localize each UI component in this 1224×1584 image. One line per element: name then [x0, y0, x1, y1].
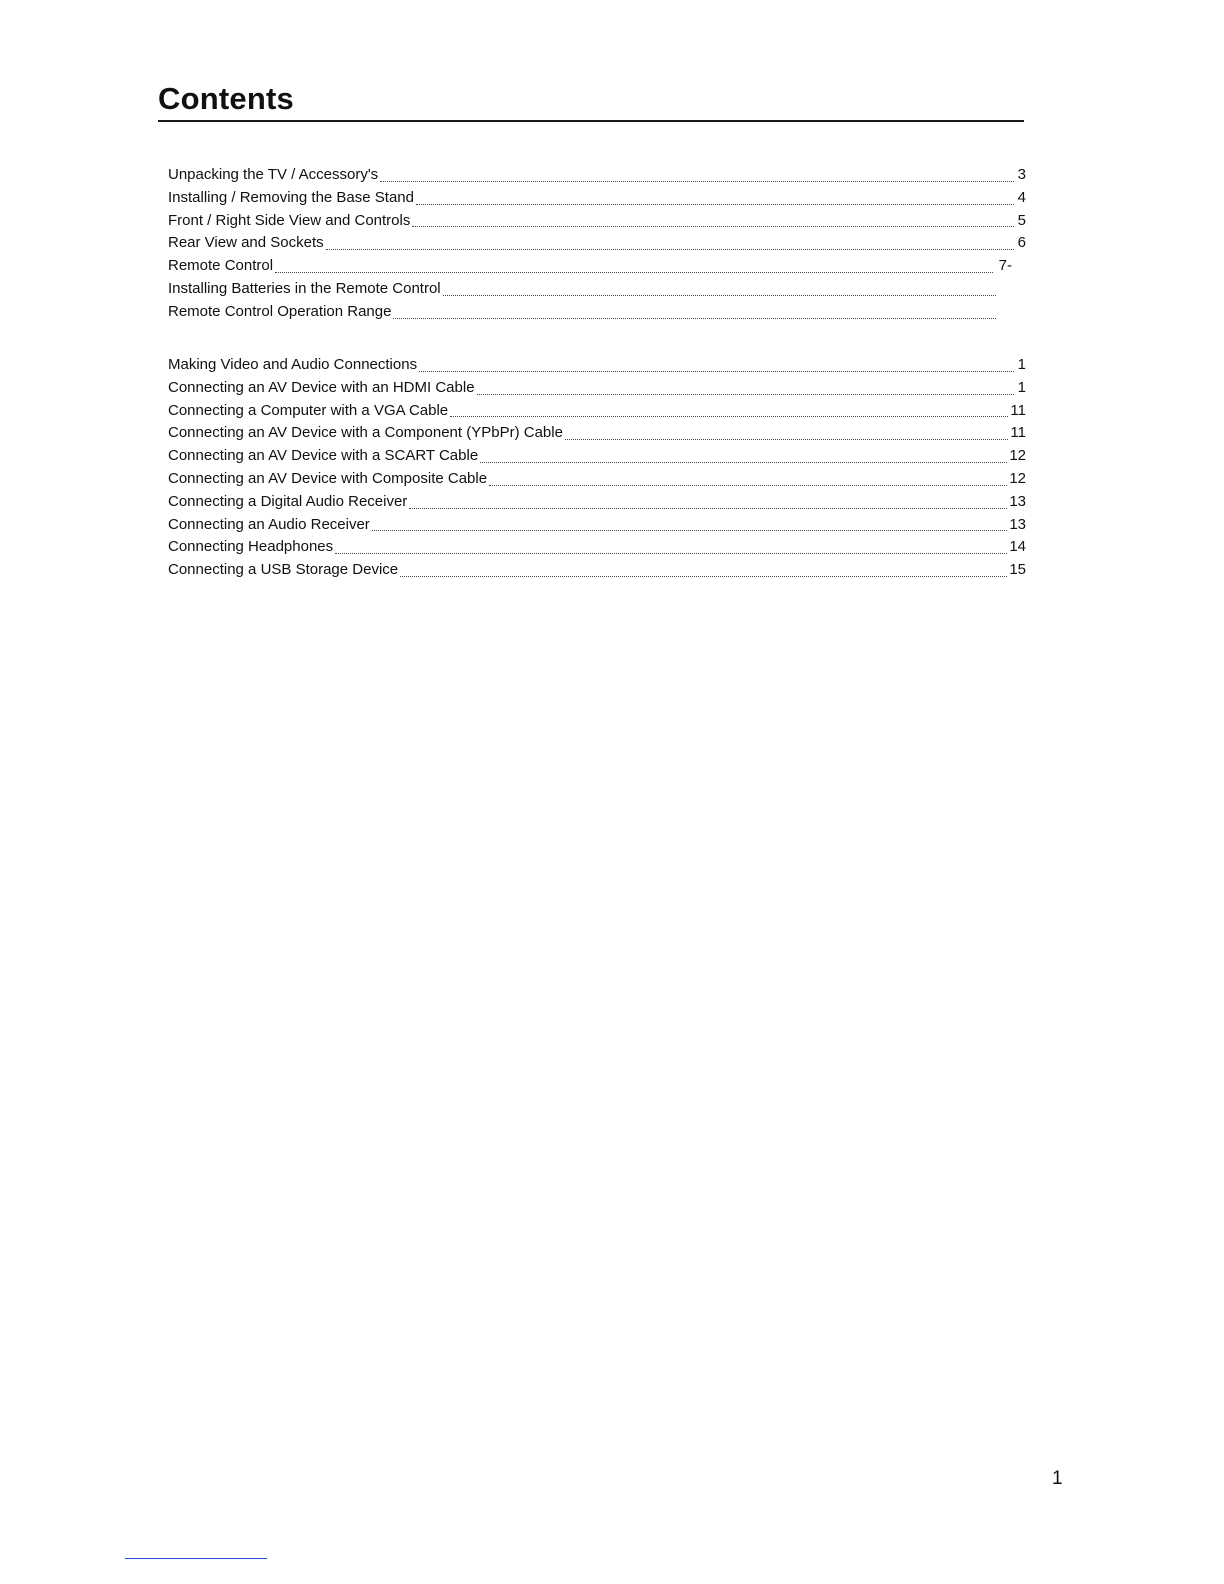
toc-entry-label: Installing Batteries in the Remote Control — [168, 279, 441, 297]
dot-leader — [393, 304, 996, 319]
toc-entry[interactable] — [168, 422, 1026, 445]
toc-entry[interactable] — [168, 445, 1026, 468]
toc-entry-label: Making Video and Audio Connections — [168, 356, 418, 373]
dot-leader — [275, 258, 993, 273]
toc-entry-label: Connecting a Computer with a VGA Cable — [168, 401, 449, 419]
toc-entry-page: 11 — [1010, 401, 1026, 419]
toc-section-connections — [168, 354, 1026, 582]
dot-leader — [326, 235, 1014, 250]
toc-entry-label: Remote Control Operation Range — [168, 302, 392, 320]
dot-leader — [412, 212, 1014, 227]
toc-entry-page: 1 — [1017, 378, 1026, 396]
toc-entry-page: 3 — [1017, 166, 1026, 183]
toc-entry-page: 4 — [1017, 188, 1026, 206]
toc-entry-label: Front / Right Side View and Controls — [168, 211, 411, 229]
toc-entry-label: Connecting an AV Device with a SCART Cable — [168, 447, 479, 465]
dot-leader — [400, 562, 1007, 577]
toc-entry-page: 1 — [1017, 356, 1026, 373]
toc-entry-page: 14 — [1009, 538, 1026, 556]
toc-entry-page: 6 — [1017, 234, 1026, 252]
toc-entry-page: 13 — [1009, 515, 1026, 533]
toc-entry-label: Connecting an AV Device with an HDMI Cable — [168, 378, 475, 396]
toc-entry-label: Connecting an AV Device with a Component (YPbPr) Cable — [168, 424, 563, 442]
toc-entry[interactable] — [168, 559, 1026, 582]
toc-entry[interactable] — [168, 255, 1012, 278]
toc-entry-label: Installing / Removing the Base Stand — [168, 188, 414, 206]
dot-leader — [380, 167, 1014, 182]
toc-entry-label: Remote Control — [168, 257, 274, 275]
page-title: Contents — [158, 81, 294, 116]
footer-link-underline — [125, 1558, 267, 1559]
toc-entry[interactable] — [168, 400, 1026, 423]
toc-entry[interactable] — [168, 468, 1026, 491]
dot-leader — [565, 425, 1008, 440]
dot-leader — [419, 357, 1014, 372]
toc-section-setup — [168, 164, 1026, 324]
toc-entry[interactable] — [168, 301, 1012, 324]
toc-entry[interactable] — [168, 164, 1026, 187]
toc-entry[interactable] — [168, 354, 1026, 377]
dot-leader — [477, 380, 1014, 395]
toc-entry-page: 5 — [1017, 211, 1026, 229]
toc-entry-label: Connecting a Digital Audio Receiver — [168, 492, 408, 510]
dot-leader — [450, 402, 1008, 417]
toc-entry-page: 12 — [1009, 469, 1026, 487]
toc-entry[interactable] — [168, 377, 1026, 400]
toc-entry[interactable] — [168, 232, 1026, 255]
toc-entry[interactable] — [168, 278, 1012, 301]
toc-entry-page: 11 — [1010, 424, 1026, 442]
toc-entry-label: Unpacking the TV / Accessory's — [168, 166, 379, 183]
dot-leader — [480, 448, 1007, 463]
toc-entry-page: 15 — [1009, 561, 1026, 579]
toc-entry-label: Connecting an Audio Receiver — [168, 515, 370, 533]
toc-entry[interactable] — [168, 187, 1026, 210]
toc-entry[interactable] — [168, 491, 1026, 514]
dot-leader — [372, 516, 1008, 531]
toc-entry[interactable] — [168, 514, 1026, 537]
dot-leader — [335, 539, 1007, 554]
dot-leader — [489, 471, 1007, 486]
toc-entry-label: Rear View and Sockets — [168, 234, 324, 252]
toc-entry-label: Connecting an AV Device with Composite Cable — [168, 469, 488, 487]
toc-entry-page: 7- — [998, 257, 1012, 275]
toc-entry-page: 12 — [1009, 447, 1026, 465]
toc-entry-label: Connecting Headphones — [168, 538, 334, 556]
toc-entry[interactable] — [168, 210, 1026, 233]
dot-leader — [443, 281, 996, 296]
page-number: 1 — [1052, 1468, 1063, 1489]
dot-leader — [409, 494, 1007, 509]
dot-leader — [416, 190, 1014, 205]
title-underline — [158, 120, 1024, 122]
toc-entry-page: 13 — [1009, 492, 1026, 510]
toc-entry[interactable] — [168, 536, 1026, 559]
toc-entry-label: Connecting a USB Storage Device — [168, 561, 399, 579]
